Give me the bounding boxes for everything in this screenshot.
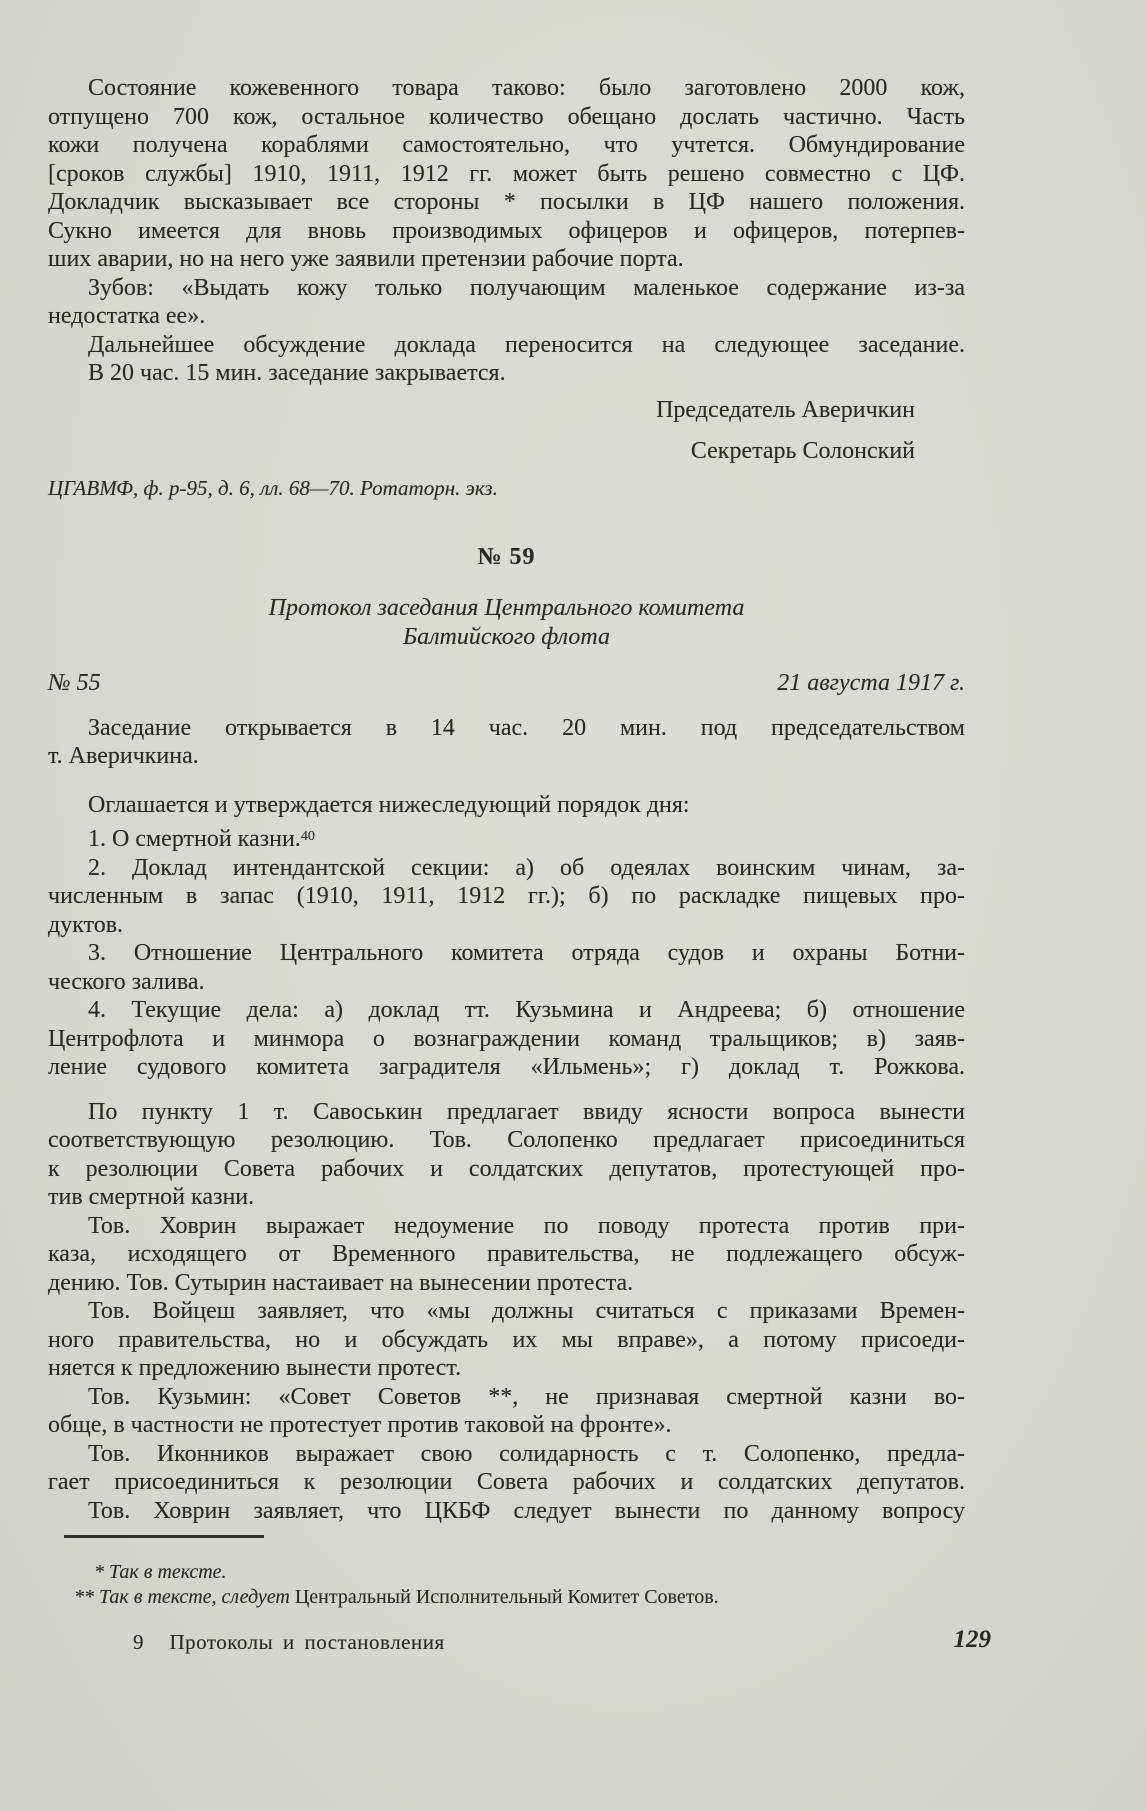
printer-signature-number: 9 — [133, 1630, 144, 1654]
text-line: дению. Тов. Сутырин настаивает на вынесении протеста. — [48, 1269, 634, 1296]
text-line: 1. О смертной казни.$^{40}$ — [88, 826, 315, 852]
text-line: Тов. Ховрин выражает недоумение по поводу протеста против при- — [88, 1212, 965, 1239]
paragraph-point1-savoskin-solopenko — [48, 1098, 965, 1212]
text-line: дуктов. — [48, 911, 124, 938]
text-line: Тов. Ховрин заявляет, что ЦКБФ следует вынести по данному вопросу — [88, 1497, 965, 1524]
text-line: численным в запас (1910, 1911, 1912 гг.); б) по раскладке пищевых про- — [48, 883, 965, 909]
paragraph-ikonnikov — [48, 1440, 965, 1497]
text-line: Заседание открывается в 14 час. 20 мин. под председательством — [88, 714, 965, 741]
text-line: гает присоединиться к резолюции Совета рабочих и солдатских депутатов. — [48, 1469, 965, 1495]
text-line: [сроков службы] 1910, 1911, 1912 гг. может быть решено совместно с ЦФ. — [48, 160, 965, 187]
paragraph-leather-report — [48, 74, 965, 274]
text-line: Оглашается и утверждается нижеследующий порядок дня: — [88, 791, 690, 818]
text-line: обще, в частности не протестует против таковой на фронте». — [48, 1412, 672, 1438]
protocol-meta-row — [48, 668, 965, 698]
text-line: т. Аверичкина. — [48, 743, 199, 769]
text-line: 2. Доклад интендантской секции: а) об одеялах воинским чинам, за- — [88, 854, 965, 881]
text-line: ление судового комитета заградителя «Ильмень»; г) доклад т. Рожкова. — [48, 1054, 965, 1080]
text-line: каза, исходящего от Временного правительства, не подлежащего обсуж- — [48, 1241, 965, 1267]
protocol-number: № 55 — [48, 669, 101, 696]
text-line: Докладчик высказывает все стороны * посылки в ЦФ нашего положения. — [48, 189, 965, 215]
page-number: 129 — [953, 1626, 991, 1653]
footnote-2: ** Так в тексте, следует Центральный Исполнительный Комитет Советов. — [74, 1586, 719, 1608]
paragraph-voitsesh — [48, 1297, 965, 1383]
text-line: Сукно имеется для вновь производимых офицеров и офицеров, потерпев- — [48, 217, 965, 244]
document-title-line: Балтийского флота — [402, 623, 611, 650]
text-line: Зубов: «Выдать кожу только получающим маленькое содержание из-за — [88, 274, 965, 301]
text-line: 4. Текущие дела: а) доклад тт. Кузьмина и Андреева; б) отношение — [88, 997, 965, 1023]
agenda-item-2 — [48, 854, 965, 940]
text-line: Дальнейшее обсуждение доклада переносится на следующее заседание. — [88, 331, 965, 358]
page-footer — [48, 1626, 991, 1656]
text-line: Тов. Кузьмин: «Совет Советов **, не признавая смертной казни во- — [88, 1383, 965, 1410]
archival-reference: ЦГАВМФ, ф. р-95, д. 6, лл. 68—70. Ротаторн. экз. — [48, 475, 498, 500]
paragraph-session-opened — [48, 714, 965, 771]
text-line: Тов. Иконников выражает свою солидарность с т. Солопенко, предла- — [88, 1440, 965, 1467]
text-line: няется к предложению вынести протест. — [48, 1355, 462, 1381]
paragraph-session-closed — [48, 359, 965, 388]
signature-chairman: Председатель Аверичкин — [656, 396, 915, 423]
text-line: к резолюции Совета рабочих и солдатских депутатов, протестующей про- — [48, 1155, 965, 1182]
text-line: недостатка ее». — [48, 303, 206, 329]
text-line: В 20 час. 15 мин. заседание закрывается. — [88, 360, 506, 386]
text-line: тив смертной казни. — [48, 1184, 255, 1210]
text-line: Тов. Войцеш заявляет, что «мы должны считаться с приказами Времен- — [88, 1298, 965, 1324]
text-line: По пункту 1 т. Савоськин предлагает ввиду ясности вопроса вынести — [88, 1098, 965, 1125]
paragraph-khovrin-sutyrin — [48, 1212, 965, 1298]
text-line: отпущено 700 кож, остальное количество обещано дослать частично. Часть — [48, 103, 965, 130]
document-number-heading: № 59 — [477, 543, 536, 570]
footnote-rule — [64, 1535, 264, 1538]
text-line: 3. Отношение Центрального комитета отряда судов и охраны Ботни- — [88, 940, 965, 966]
document-title-line: Протокол заседания Центрального комитета — [268, 594, 745, 621]
text-line: соответствующую резолюцию. Тов. Солопенко предлагает присоединиться — [48, 1127, 965, 1153]
footer-running-title: Протоколы и постановления — [169, 1630, 445, 1654]
text-line: Центрофлота и минмора о вознаграждении команд тральщиков; в) заяв- — [48, 1025, 965, 1052]
paragraph-kuzmin — [48, 1383, 965, 1440]
agenda-item-4 — [48, 996, 965, 1082]
footnote-reference-number: 40 — [300, 829, 315, 844]
paragraph-zubov-statement — [48, 274, 965, 331]
footnote-1: * Так в тексте. — [94, 1561, 227, 1583]
text-line: кожи получена кораблями самостоятельно, что учтется. Обмундирование — [48, 132, 965, 158]
text-line: ческого залива. — [48, 968, 205, 995]
signature-block — [48, 390, 965, 472]
paragraph-discussion-postponed — [48, 331, 965, 360]
agenda-item-3 — [48, 939, 965, 996]
paragraph-agenda-intro — [48, 791, 965, 820]
document-title — [48, 594, 965, 652]
protocol-date: 21 августа 1917 г. — [777, 669, 965, 696]
text-line: Состояние кожевенного товара таково: было заготовлено 2000 кож, — [88, 75, 965, 101]
text-line: ших аварии, но на него уже заявили претензии рабочие порта. — [48, 246, 684, 272]
agenda-item-1 — [48, 825, 965, 854]
text-line: ного правительства, но и обсуждать их мы вправе», а потому присоеди- — [48, 1326, 965, 1353]
signature-secretary: Секретарь Солонский — [690, 437, 915, 464]
paragraph-khovrin-tskbf — [48, 1497, 965, 1526]
